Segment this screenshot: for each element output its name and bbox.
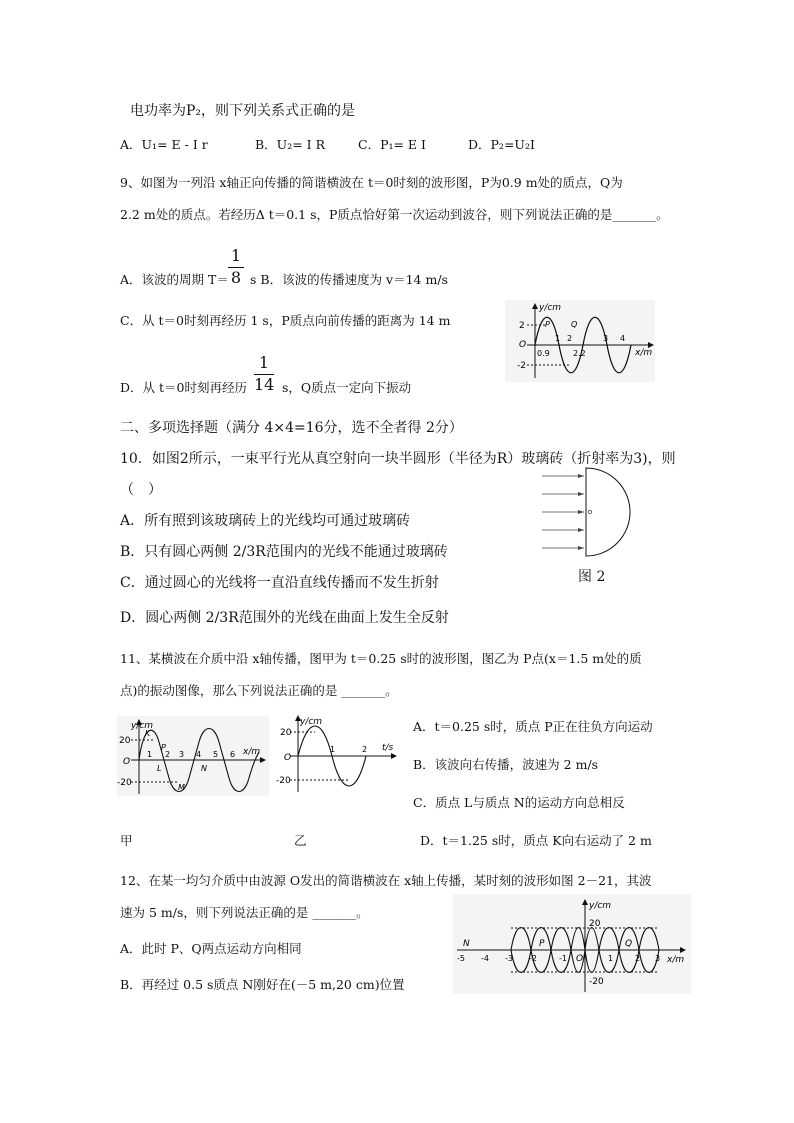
fraction-numerator: 1	[230, 246, 242, 265]
fraction-denominator: 8	[228, 267, 244, 287]
point-q-label: Q	[625, 939, 633, 949]
q11-option-c: C．质点 L与质点 N的运动方向总相反	[413, 795, 625, 810]
x-axis-label: x/m	[243, 747, 261, 757]
fraction-numerator: 1	[258, 353, 270, 372]
tick-1: 1	[330, 745, 336, 754]
tick-neg5: -5	[457, 954, 465, 963]
q10-option-d: D．圆心两侧 2/3R范围外的光线在曲面上发生全反射	[120, 610, 449, 626]
tick-2x: 2	[567, 334, 573, 343]
y-axis-label: y/cm	[539, 303, 562, 313]
point-p-label: P	[539, 939, 545, 949]
tick-4: 4	[620, 334, 626, 343]
point-n-label: N	[201, 764, 207, 773]
q8-option-a: A．U₁= E - I r	[120, 137, 208, 152]
q10-stem: 10．如图2所示，一束平行光从真空射向一块半圆形（半径为R）玻璃砖（折射率为3)，则	[120, 451, 676, 467]
figure-jia-waveform	[117, 716, 269, 796]
tick-2.2: 2.2	[573, 349, 586, 358]
q10-option-c: C．通过圆心的光线将一直沿直线传播而不发生折射	[120, 575, 439, 591]
tick-1: 1	[147, 750, 153, 759]
tick-0.9: 0.9	[537, 349, 550, 358]
q11-stem-1: 11、某横波在介质中沿 x轴传播，图甲为 t＝0.25 s时的波形图，图乙为 P点(x＝1.5 m处的质	[120, 651, 642, 666]
fraction-1-14	[254, 353, 274, 394]
q11-option-b: B．该波向右传播，波速为 2 m/s	[413, 757, 599, 772]
q9-option-d-pre: D．从 t＝0时刻再经历	[120, 380, 247, 395]
q10-option-a: A．所有照到该玻璃砖上的光线均可通过玻璃砖	[120, 513, 411, 529]
origin-label: O	[519, 340, 527, 350]
point-n-label: N	[463, 939, 470, 949]
x-axis-label: x/m	[635, 348, 653, 358]
point-l-label: L	[157, 764, 162, 773]
fraction-1-8	[228, 246, 244, 287]
origin-label: O	[284, 753, 292, 763]
y-axis-label: y/cm	[300, 717, 323, 727]
q9-wave-figure	[505, 300, 655, 382]
tick-neg2: -2	[517, 361, 526, 371]
q10-paren: （ ）	[120, 482, 162, 498]
x-axis-label: t/s	[382, 743, 394, 753]
q9-option-b: s B．该波的传播速度为 v＝14 m/s	[250, 272, 448, 287]
tick-neg2: -2	[529, 954, 537, 963]
point-m-label: M	[178, 783, 185, 792]
q12-stem-1: 12、在某一均匀介质中由波源 O发出的简谐横波在 x轴上传播，某时刻的波形如图 2－21，其波	[120, 873, 652, 888]
fraction-denominator: 14	[254, 375, 275, 394]
tick-2: 2	[362, 745, 368, 754]
tick-neg20: -20	[117, 778, 132, 788]
q9-option-c: C．从 t＝0时刻再经历 1 s，P质点向前传播的距离为 14 m	[120, 313, 451, 328]
tick-20: 20	[589, 919, 601, 929]
origin-label: O	[123, 757, 131, 767]
tick-1: 1	[608, 954, 614, 963]
tick-2: 2	[635, 954, 641, 963]
tick-2: 2	[519, 321, 525, 331]
tick-4: 4	[196, 750, 202, 759]
line-q8-stem: 电功率为P₂，则下列关系式正确的是	[130, 103, 356, 119]
semicircle-glass-figure	[540, 466, 640, 558]
q11-option-d: D．t＝1.25 s时，质点 K向右运动了 2 m	[420, 833, 652, 848]
q10-option-b: B．只有圆心两侧 2/3R范围内的光线不能通过玻璃砖	[120, 544, 448, 560]
point-p-label: P	[545, 320, 550, 329]
tick-5: 5	[213, 750, 219, 759]
x-axis-label: x/m	[667, 955, 685, 965]
q9-stem-1: 9、如图为一列沿 x轴正向传播的简谐横波在 t＝0时刻的波形图，P为0.9 m处的质点，Q为	[120, 175, 623, 190]
tick-3: 3	[603, 334, 609, 343]
q9-stem-2: 2.2 m处的质点。若经历Δ t＝0.1 s，P质点恰好第一次运动到波谷，则下列说法正确的是_______。	[120, 207, 669, 222]
q9-option-a: A．该波的周期 T＝	[120, 272, 229, 287]
q8-option-c: C．P₁= E I	[358, 137, 426, 152]
tick-20: 20	[119, 736, 131, 746]
q12-stem-2: 速为 5 m/s，则下列说法正确的是 _______。	[120, 905, 369, 920]
label-yi: 乙	[294, 833, 307, 848]
y-axis-label: y/cm	[589, 901, 612, 911]
figure-yi-vibration	[270, 712, 400, 794]
y-axis-label: y/cm	[131, 721, 154, 731]
tick-6: 6	[230, 750, 236, 759]
tick-1: 1	[555, 334, 561, 343]
label-jia: 甲	[120, 833, 133, 848]
center-point	[588, 510, 591, 513]
tick-neg20: -20	[589, 977, 604, 987]
tick-neg20: -20	[276, 776, 291, 786]
q11-option-a: A．t＝0.25 s时，质点 P正在往负方向运动	[413, 719, 653, 734]
q12-wave-figure	[453, 894, 691, 994]
q8-option-b: B．U₂= I R	[255, 137, 326, 152]
q12-option-a: A．此时 P、Q两点运动方向相同	[120, 941, 302, 956]
q9-option-d-post: s，Q质点一定向下振动	[282, 380, 412, 395]
tick-3: 3	[655, 954, 661, 963]
tick-neg4: -4	[481, 954, 489, 963]
section-2-heading: 二、多项选择题（满分 4×4=16分，选不全者得 2分）	[120, 420, 463, 436]
point-q-label: Q	[571, 320, 578, 329]
tick-20: 20	[280, 728, 292, 738]
figure-2-caption: 图 2	[578, 569, 606, 585]
q12-option-b: B．再经过 0.5 s质点 N刚好在(－5 m,20 cm)位置	[120, 977, 405, 992]
origin-label: O	[576, 954, 584, 964]
tick-neg3: -3	[505, 954, 513, 963]
q11-stem-2: 点)的振动图像，那么下列说法正确的是 _______。	[120, 683, 398, 698]
tick-neg1: -1	[559, 954, 567, 963]
point-p-label: P	[161, 743, 166, 752]
point-k-label: K	[145, 729, 151, 738]
tick-2: 2	[165, 750, 171, 759]
q8-option-d: D．P₂=U₂I	[468, 137, 535, 152]
tick-3: 3	[179, 750, 185, 759]
